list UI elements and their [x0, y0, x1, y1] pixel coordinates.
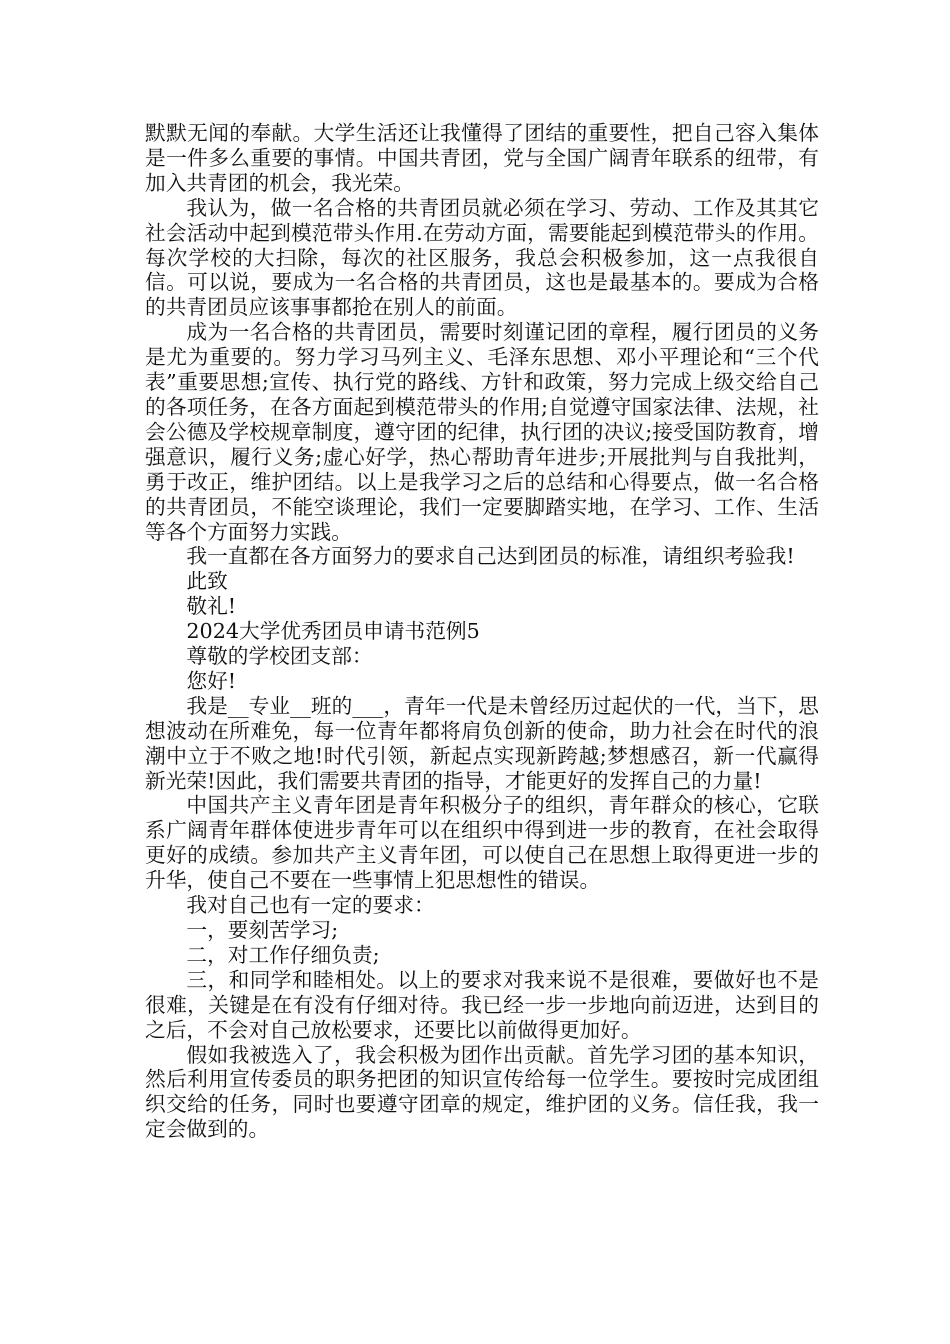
closing-salutation-1: 此致	[186, 569, 228, 594]
paragraph-model-role: 我认为，做一名合格的共青团员就必须在学习、劳动、工作及其其它社会活动中起到模范带头作用.在劳动方面，需要能起到模范带头的作用。每次学校的大扫除，每次的社区服务，我总会积极参加，这一点我很自信。可以说，要成为一名合格的共青团员，这也是最基本的。要成为合格的共青团员应该事事都抢在别人的前面。	[145, 195, 819, 320]
paragraph-introduction: 我是__专业__班的___，青年一代是未曾经历过起伏的一代，当下，思想波动在所难免，每一位青年都将肩负创新的使命，助力社会在时代的浪潮中立于不败之地!时代引领，新起点实现新跨越;梦想感召，新一代赢得新光荣!因此，我们需要共青团的指导，才能更好的发挥自己的力量!	[145, 693, 819, 793]
letter-addressee: 尊敬的学校团支部：	[186, 644, 373, 669]
paragraph-member-duties: 成为一名合格的共青团员，需要时刻谨记团的章程，履行团员的义务是尤为重要的。努力学习马列主义、毛泽东思想、邓小平理论和“三个代表”重要思想;宣传、执行党的路线、方针和政策，努力完成上级交给自己的各项任务，在各方面起到模范带头的作用;自觉遵守国家法律、法规，社会公德及学校规章制度，遵守团的纪律，执行团的决议;接受国防教育，增强意识，履行义务;虚心好学，热心帮助青年进步;开展批判与自我批判，勇于改正，维护团结。以上是我学习之后的总结和心得要点，做一名合格的共青团员，不能空谈理论，我们一定要脚踏实地，在学习、工作、生活等各个方面努力实践。	[145, 320, 819, 544]
section-title: 2024大学优秀团员申请书范例5	[186, 619, 480, 644]
list-item-3: 三，和同学和睦相处。以上的要求对我来说不是很难，要做好也不是很难，关键是在有没有仔细对待。我已经一步一步地向前迈进，达到目的之后，不会对自己放松要求，还要比以前做得更加好。	[145, 967, 819, 1042]
list-item-2: 二，对工作仔细负责;	[186, 942, 380, 967]
list-item-1: 一，要刻苦学习;	[186, 918, 339, 942]
paragraph-league-description: 中国共产主义青年团是青年积极分子的组织，青年群众的核心，它联系广阔青年群体使进步青年可以在组织中得到进一步的教育，在社会取得更好的成绩。参加共产主义青年团，可以使自己在思想上取得更进一步的升华，使自己不要在一些事情上犯思想性的错误。	[145, 793, 819, 893]
letter-greeting: 您好!	[186, 668, 237, 693]
document-body	[145, 121, 819, 1142]
paragraph-commitment: 假如我被选入了，我会积极为团作出贡献。首先学习团的基本知识，然后利用宣传委员的职务把团的知识宣传给每一位学生。要按时完成团组织交给的任务，同时也要遵守团章的规定，维护团的义务。信任我，我一定会做到的。	[145, 1042, 819, 1142]
paragraph-request: 我一直都在各方面努力的要求自己达到团员的标准，请组织考验我!	[186, 544, 795, 569]
paragraph-continuation: 默默无闻的奉献。大学生活还让我懂得了团结的重要性，把自己容入集体是一件多么重要的事情。中国共青团，党与全国广阔青年联系的纽带，有加入共青团的机会，我光荣。	[145, 121, 819, 195]
closing-salutation-2: 敬礼!	[186, 594, 237, 619]
paragraph-self-requirements: 我对自己也有一定的要求：	[186, 893, 435, 918]
